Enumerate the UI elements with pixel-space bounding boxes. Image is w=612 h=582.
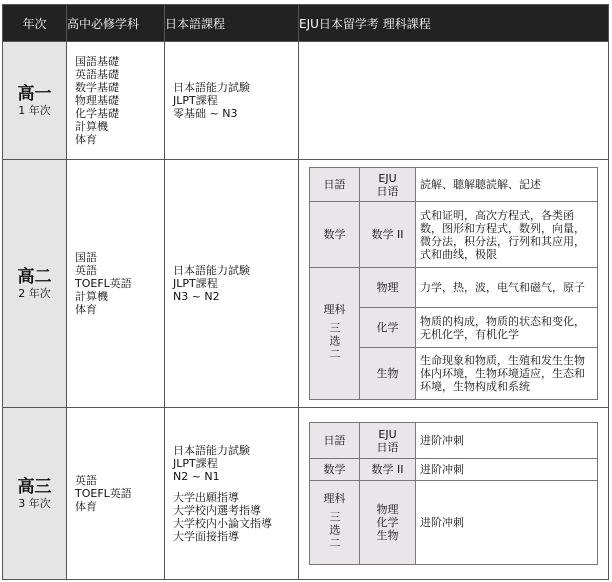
japanese-item: JLPT課程 [173, 94, 218, 107]
subject-item: TOEFL英語 [75, 277, 132, 290]
japanese-item: JLPT課程 [173, 457, 218, 470]
subject-item: TOEFL英語 [75, 487, 132, 500]
subject-item: 体育 [75, 133, 97, 146]
header-subjects: 高中必修学科 [67, 5, 165, 42]
eju-subtable-2 [309, 167, 598, 400]
subject-item: 国語基礎 [75, 55, 119, 68]
subject-item: 計算機 [75, 120, 108, 133]
header-year: 年次 [3, 5, 67, 42]
header-eju: EJU日本留学考 理科課程 [299, 5, 609, 42]
eju-item-math: 数学 II [360, 202, 416, 268]
subject-item: 計算機 [75, 290, 108, 303]
eju-item-japanese-1: EJU [378, 427, 397, 441]
japanese-cell-2 [165, 160, 299, 408]
eju-desc-math: 进阶冲刺 [416, 459, 598, 481]
eju-item-japanese-2: 日语 [376, 184, 399, 198]
subject-item: 国語 [75, 251, 97, 264]
header-row [3, 5, 609, 42]
eju-cat-science [310, 481, 360, 565]
eju-item-biology: 生物 [360, 348, 416, 400]
year-label-2: 2 年次 [18, 286, 51, 300]
year-title-3: 高三 [17, 476, 52, 497]
subject-item: 英語 [75, 474, 97, 487]
subjects-cell-1 [67, 42, 165, 160]
eju-science-item: 化学 [376, 516, 399, 529]
eju-desc-chemistry: 物质的构成，物质的状态和变化，无机化学，有机化学 [416, 308, 598, 348]
japanese-cell-1 [165, 42, 299, 160]
eju-desc-japanese: 进阶冲刺 [416, 423, 598, 459]
eju-cat-science-label: 理科 [323, 492, 346, 505]
japanese-item: 日本語能力試験 [173, 444, 250, 457]
eju-row-math [310, 459, 598, 481]
eju-cat-japanese: 日語 [310, 423, 360, 459]
eju-subtable-3 [309, 422, 598, 565]
eju-desc-math: 式和证明，高次方程式，各类函数，图形和方程式，数列，向量，微分法，积分法，行列和其应用，式和曲线，极限 [416, 202, 598, 268]
eju-cell-2 [299, 160, 609, 408]
eju-desc-physics: 力学，热，波，电气和磁气，原子 [416, 268, 598, 308]
year-cell-3 [3, 408, 67, 580]
japanese-item: JLPT課程 [173, 277, 218, 290]
guidance-item: 大学出願指導 [173, 491, 239, 504]
guidance-item: 大学校内小論文指導 [173, 517, 272, 530]
eju-item-japanese-1: EJU [378, 171, 397, 185]
eju-science-choose: 三选二 [328, 322, 341, 361]
eju-desc-japanese: 読解、聴解聴読解、記述 [416, 168, 598, 202]
subject-item: 物理基礎 [75, 94, 119, 107]
japanese-cell-3 [165, 408, 299, 580]
japanese-item: N2 ~ N1 [173, 470, 220, 483]
row-year-2 [3, 160, 609, 408]
eju-item-science [360, 481, 416, 565]
eju-item-chemistry: 化学 [360, 308, 416, 348]
subject-item: 英語 [75, 264, 97, 277]
eju-cat-japanese: 日語 [310, 168, 360, 202]
eju-row-science [310, 481, 598, 565]
subject-item: 数学基礎 [75, 81, 119, 94]
eju-item-japanese [360, 168, 416, 202]
curriculum-table [2, 4, 609, 580]
eju-row-physics [310, 268, 598, 308]
eju-science-choose: 三选二 [328, 511, 341, 550]
japanese-item: 日本語能力試験 [173, 264, 250, 277]
eju-desc-biology: 生命现象和物质，生殖和发生生物体内环境，生物环境适应，生态和环境，生物构成和系统 [416, 348, 598, 400]
eju-item-japanese-2: 日语 [376, 440, 399, 454]
eju-item-japanese [360, 423, 416, 459]
year-label-1: 1 年次 [18, 103, 51, 117]
header-japanese: 日本語課程 [165, 5, 299, 42]
eju-cell-3 [299, 408, 609, 580]
subject-item: 化学基礎 [75, 107, 119, 120]
subject-item: 体育 [75, 303, 97, 316]
eju-row-japanese [310, 168, 598, 202]
guidance-item: 大学面接指導 [173, 530, 239, 543]
japanese-item: 零基础 ~ N3 [173, 107, 238, 120]
eju-cat-science [310, 268, 360, 400]
row-year-1 [3, 42, 609, 160]
eju-row-japanese [310, 423, 598, 459]
eju-desc-science: 进阶冲刺 [416, 481, 598, 565]
japanese-item: N3 ~ N2 [173, 290, 220, 303]
spacer [173, 483, 298, 491]
subject-item: 英語基礎 [75, 68, 119, 81]
year-label-3: 3 年次 [18, 496, 51, 510]
subject-item: 体育 [75, 500, 97, 513]
subjects-cell-3 [67, 408, 165, 580]
guidance-item: 大学校内選考指導 [173, 504, 261, 517]
year-cell-2 [3, 160, 67, 408]
row-year-3 [3, 408, 609, 580]
eju-cat-science-label: 理科 [323, 303, 346, 316]
year-title-1: 高一 [17, 83, 52, 104]
eju-item-math: 数学 II [360, 459, 416, 481]
eju-cat-math: 数学 [310, 459, 360, 481]
eju-cell-1 [299, 42, 609, 160]
eju-science-item: 物理 [376, 503, 399, 516]
eju-science-item: 生物 [376, 529, 399, 542]
year-cell-1 [3, 42, 67, 160]
eju-row-math [310, 202, 598, 268]
eju-cat-math: 数学 [310, 202, 360, 268]
subjects-cell-2 [67, 160, 165, 408]
eju-item-physics: 物理 [360, 268, 416, 308]
year-title-2: 高二 [17, 266, 52, 287]
japanese-item: 日本語能力試験 [173, 81, 250, 94]
